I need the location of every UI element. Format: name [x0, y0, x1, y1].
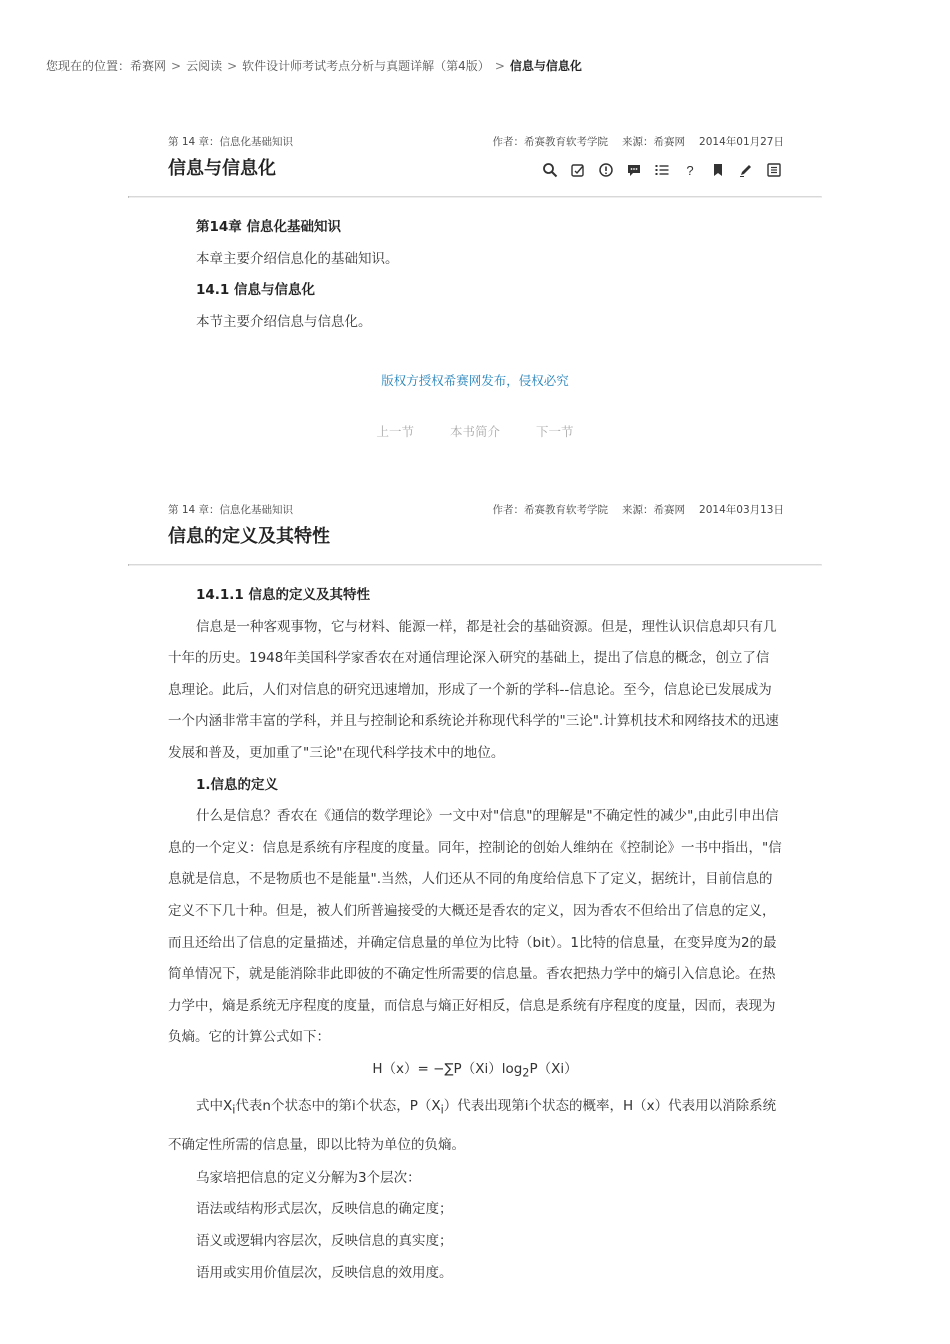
text-span: 式中X	[196, 1098, 233, 1115]
breadcrumb-current: 信息与信息化	[509, 59, 582, 73]
entropy-formula	[168, 1054, 782, 1089]
help-icon[interactable]	[680, 160, 700, 180]
author-label: 作者：希赛教育软考学院	[492, 504, 609, 516]
list-icon[interactable]	[652, 160, 672, 180]
section-info-and-informatization	[128, 134, 822, 440]
text-span: 代表n个状态中的第i个状态，P（X	[235, 1098, 441, 1115]
formula-subscript: 2	[522, 1066, 530, 1080]
edit-icon[interactable]	[736, 160, 756, 180]
definition-heading: 1.信息的定义	[196, 776, 279, 793]
breadcrumb-link-cloud-read[interactable]: 云阅读	[186, 59, 223, 73]
breadcrumb-separator: >	[494, 59, 505, 73]
report-icon[interactable]	[596, 160, 616, 180]
breadcrumb-separator: >	[227, 59, 238, 73]
subscript: i	[232, 1103, 236, 1117]
formula-explanation	[168, 1089, 782, 1163]
section-meta	[128, 502, 822, 520]
source-label: 来源：希赛网	[622, 504, 686, 516]
reader-toolbar	[540, 160, 784, 180]
section-title-bar	[128, 152, 822, 196]
level-item: 语义或逻辑内容层次，反映信息的真实度；	[196, 1233, 453, 1250]
text-span: ）代表出现第i个状态的概率，H（x）代表用以消除系统不确定性所需的信息量，即以比特为单位的负熵。	[168, 1098, 777, 1153]
paragraph: 本章主要介绍信息化的基础知识。	[196, 250, 399, 267]
subscript: i	[440, 1103, 444, 1117]
level-item: 语法或结构形式层次，反映信息的确定度；	[196, 1201, 453, 1218]
section-meta	[128, 134, 822, 152]
formula-text: P（Xi）	[529, 1060, 578, 1077]
section-body	[128, 566, 822, 1289]
date-label: 2014年01月27日	[699, 136, 784, 148]
breadcrumb	[46, 57, 582, 74]
book-intro-link[interactable]: 本书简介	[449, 424, 500, 440]
svg-text:?: ?	[686, 163, 694, 178]
section-info-definition	[128, 502, 822, 1289]
paragraph: 乌家培把信息的定义分解为3个层次：	[196, 1169, 421, 1186]
search-icon[interactable]	[540, 160, 560, 180]
paragraph: 本节主要介绍信息与信息化。	[196, 313, 372, 330]
paragraph: 信息是一种客观事物，它与材料、能源一样，都是社会的基础资源。但是，理性认识信息却只有几十年的历史。1948年美国科学家香农在对通信理论深入研究的基础上，提出了信息的概念，创立了信息理论。此后，人们对信息的研究迅速增加，形成了一个新的学科--信息论。至今，信息论已发展成为一个内涵非常丰富的学科，并且与控制论和系统论并称现代科学的"三论".计算机技术和网络技术的迅速发展和普及，更加重了"三论"在现代科学技术中的地位。	[168, 618, 779, 761]
chapter-label: 第 14 章：信息化基础知识	[168, 504, 294, 516]
paragraph: 什么是信息？香农在《通信的数学理论》一文中对"信息"的理解是"不确定性的减少",由此引申出信息的一个定义：信息是系统有序程度的度量。同年，控制论的创始人维纳在《控制论》一书中指出，"信息就是信息，不是物质也不是能量".当然，人们还从不同的角度给信息下了定义，据统计，目前信息的定义不下几十种。但是，被人们所普遍接受的大概还是香农的定义，因为香农不但给出了信息的定义，而且还给出了信息的定量描述，并确定信息量的单位为比特（bit）。1比特的信息量，在变异度为2的最简单情况下，就是能消除非此即彼的不确定性所需要的信息量。香农把热力学中的熵引入信息论。在热力学中，熵是系统无序程度的度量，而信息与熵正好相反，信息是系统有序程度的度量，因而，表现为负熵。它的计算公式如下：	[168, 808, 782, 1046]
author-label: 作者：希赛教育软考学院	[492, 136, 609, 148]
comment-icon[interactable]	[624, 160, 644, 180]
section-title: 信息的定义及其特性	[168, 526, 330, 547]
next-section-link[interactable]: 下一节	[536, 424, 574, 440]
section-body	[128, 198, 822, 338]
section-title: 信息与信息化	[168, 158, 276, 179]
chapter-nav	[128, 422, 822, 440]
breadcrumb-link-home[interactable]: 希赛网	[130, 59, 167, 73]
bookmark-icon[interactable]	[708, 160, 728, 180]
breadcrumb-separator: >	[171, 59, 182, 73]
copyright-notice: 版权方授权希赛网发布，侵权必究	[381, 373, 569, 389]
level-item: 语用或实用价值层次，反映信息的效用度。	[196, 1264, 453, 1281]
breadcrumb-prefix: 您现在的位置：	[46, 59, 131, 73]
section-title-bar	[128, 520, 822, 564]
section-heading: 14.1 信息与信息化	[196, 282, 316, 299]
chapter-heading: 第14章 信息化基础知识	[196, 219, 341, 235]
note-icon[interactable]	[568, 160, 588, 180]
prev-section-link[interactable]: 上一节	[376, 424, 414, 440]
chapter-label: 第 14 章：信息化基础知识	[168, 136, 294, 148]
subsection-heading: 14.1.1 信息的定义及其特性	[196, 587, 371, 603]
notebook-icon[interactable]	[764, 160, 784, 180]
date-label: 2014年03月13日	[699, 504, 784, 516]
source-label: 来源：希赛网	[622, 136, 686, 148]
breadcrumb-link-book[interactable]: 软件设计师考试考点分析与真题详解（第4版）	[242, 59, 490, 73]
formula-text: H（x）= −∑P（Xi）log	[372, 1060, 523, 1077]
